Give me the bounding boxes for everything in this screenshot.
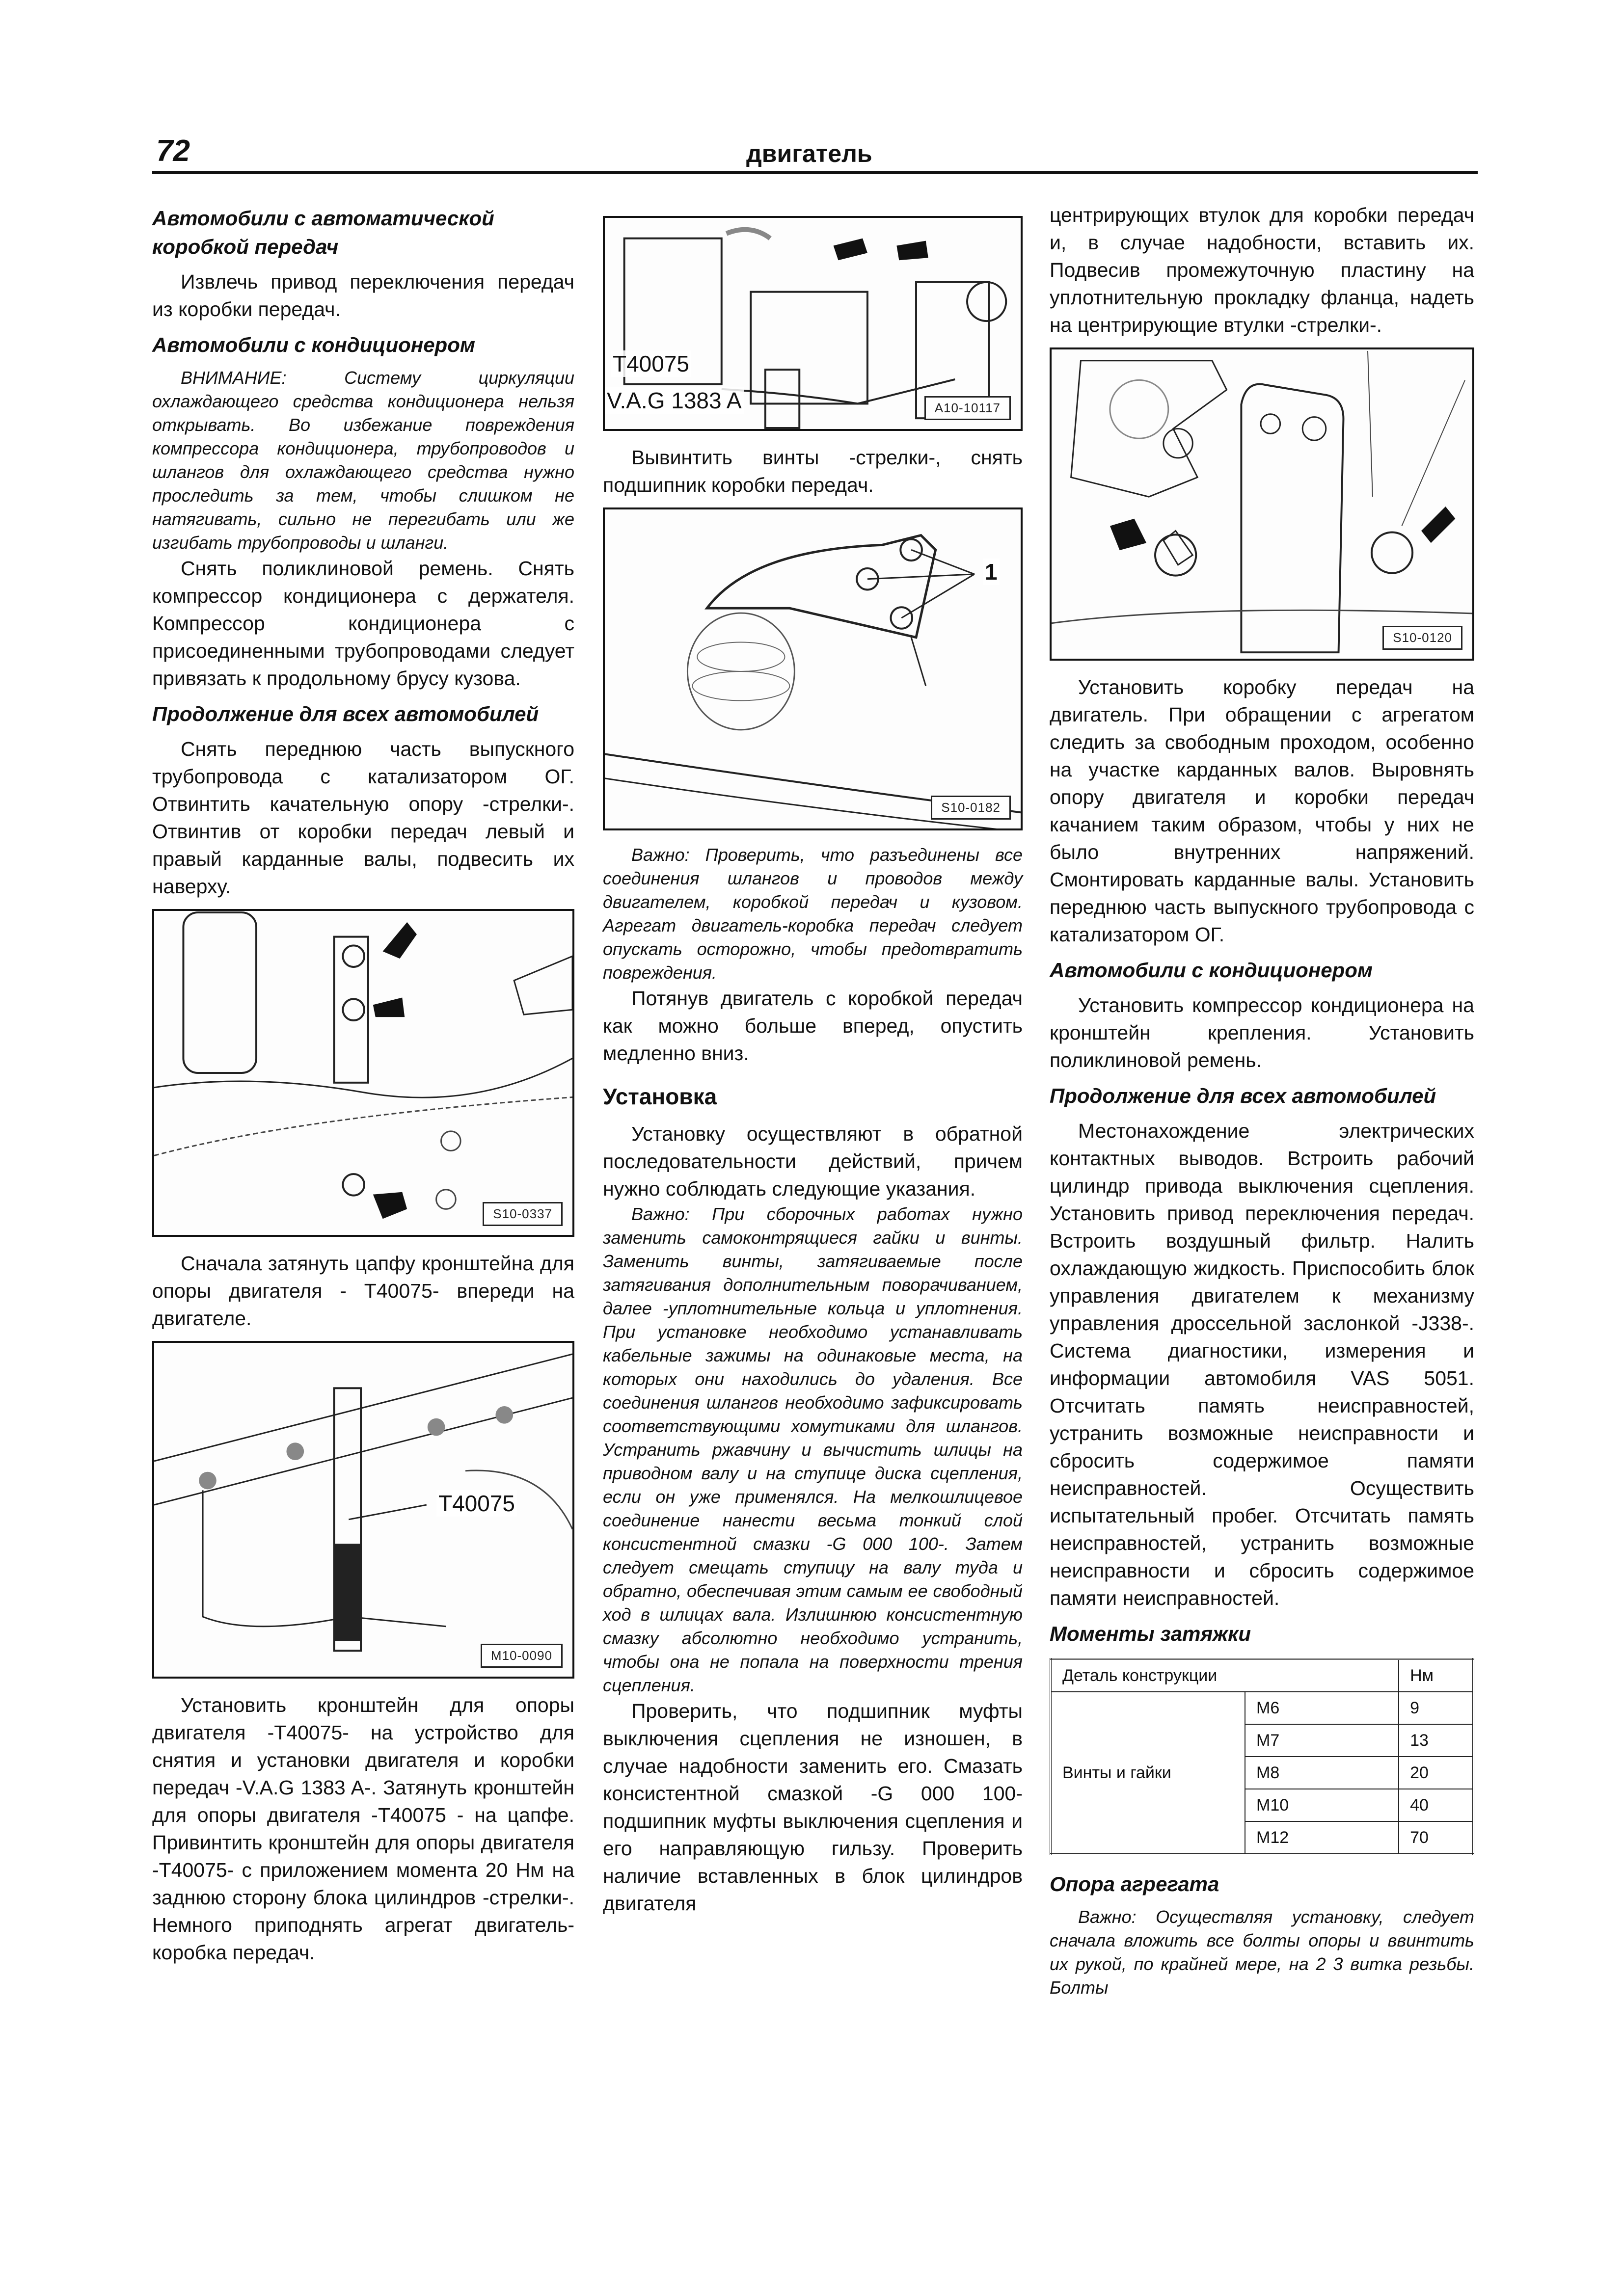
torque-value: 9 bbox=[1399, 1692, 1473, 1724]
paragraph: Потянув двигатель с коробкой передач как можно больше вперед, опустить медленно вниз. bbox=[603, 987, 1023, 1065]
paragraph: Вывинтить винты -стрелки-, снять подшипник коробки передач. bbox=[603, 446, 1023, 496]
support-illustration bbox=[605, 509, 1021, 828]
bolt-size: M6 bbox=[1245, 1692, 1399, 1724]
arrow-icon bbox=[1421, 507, 1455, 543]
figure-code: S10-0120 bbox=[1382, 626, 1462, 650]
paragraph: Установить компрессор кондиционера на кронштейн крепления. Установить поликлиновой ремень. bbox=[1050, 994, 1474, 1071]
section-heading-unit-mount: Опора агрегата bbox=[1050, 1872, 1219, 1896]
paragraph: Установить коробку передач на двигатель. При обращении с агрегатом следить за свободным проходом, особенно на участке карданных валов. Выровнять опору двигателя и коробки передач качанием таким образом, чтобы у них не было внутренних напряжений. Смонтировать карданные валы. Установить переднюю часть выпускного трубопровода с катализатором ОГ. bbox=[1050, 676, 1474, 946]
arrow-icon bbox=[373, 1192, 407, 1219]
section-heading-torque: Моменты затяжки bbox=[1050, 1622, 1251, 1645]
bolt-size: M8 bbox=[1245, 1757, 1399, 1789]
figure-code: M10-0090 bbox=[481, 1644, 563, 1668]
figure-code: S10-0182 bbox=[931, 796, 1011, 820]
left-column bbox=[152, 196, 574, 1966]
figure-bracket-t40075 bbox=[152, 1341, 574, 1679]
group-label: Винты и гайки bbox=[1051, 1692, 1245, 1854]
header-unit: Нм bbox=[1399, 1659, 1473, 1692]
section-heading-all-cars: Продолжение для всех автомобилей bbox=[152, 702, 539, 725]
torque-table bbox=[1050, 1658, 1474, 1855]
bolt-size: M7 bbox=[1245, 1724, 1399, 1757]
table-row bbox=[1051, 1692, 1473, 1724]
page-number: 72 bbox=[156, 134, 190, 168]
paragraph: Проверить, что подшипник муфты выключения сцепления не изношен, в случае надобности заменить его. Смазать консистентной смазкой -G 000 100- подшипник муфты выключения сцепления и его направляющую гильзу. Проверить наличие вставленных в блок цилиндров двигателя bbox=[603, 1700, 1023, 1915]
callout-number: 1 bbox=[983, 559, 1000, 585]
tool-label-t40075: T40075 bbox=[611, 350, 691, 377]
table-header-row bbox=[1051, 1659, 1473, 1692]
arrow-icon bbox=[896, 241, 928, 261]
arrow-icon bbox=[383, 922, 417, 959]
running-title: двигатель bbox=[746, 140, 872, 167]
paragraph: Установить кронштейн для опоры двигателя -T40075- на устройство для снятия и установки двигателя и коробки передач -V.A.G 1383 A-. Затянуть кронштейн для опоры двигателя -T40075 - на цапфе. Привинтить кронштейн для опоры двигателя -T40075- с приложением момента 20 Нм на заднюю сторону блока цилиндров -стрелки-. Немного приподнять агрегат двигатель-коробка передач. bbox=[152, 1694, 574, 1964]
middle-column bbox=[603, 216, 1023, 1917]
arrow-icon bbox=[834, 239, 867, 261]
warning-note: ВНИМАНИЕ: Систему циркуляции охлаждающего средства кондиционера нельзя открывать. Во избежание повреждения компрессора кондиционера, трубопроводов и шлангов для охлаждающего средства нужно проследить за тем, чтобы слишком не натягивать, сильно не перегибать или же изгибать трубопроводы и шланги. bbox=[152, 368, 574, 553]
arrow-icon bbox=[1110, 519, 1146, 550]
paragraph: центрирующих втулок для коробки передач и, в случае надобности, вставить их. Подвесив промежуточную пластину на уплотнительную прокладку фланца, надеть на центрирующие втулки -стрелки-. bbox=[1050, 204, 1474, 336]
figure-code: S10-0337 bbox=[483, 1202, 563, 1226]
torque-value: 70 bbox=[1399, 1821, 1473, 1854]
right-column bbox=[1050, 201, 1474, 2000]
section-heading-aircon: Автомобили с кондиционером bbox=[152, 333, 475, 356]
arrow-icon bbox=[373, 997, 405, 1017]
torque-value: 13 bbox=[1399, 1724, 1473, 1757]
paragraph: Местонахождение электрических контактных выводов. Встроить рабочий цилиндр привода выключения сцепления. Установить привод переключения передач. Встроить воздушный фильтр. Налить охлаждающую жидкость. Приспособить блок управления двигателем к механизму управления дроссельной заслонкой -J338-. Система диагностики, измерения и информации автомобиля VAS 5051. Отсчитать память неисправностей, устранить возможные неисправности и сбросить содержимое памяти неисправностей. Осуществить испытательный пробег. Отсчитать память неисправностей, устранить возможные неисправности и сбросить содержимое памяти неисправностей. bbox=[1050, 1120, 1474, 1609]
paragraph: Снять переднюю часть выпускного трубопровода с катализатором ОГ. Отвинтить качательную опору -стрелки-. Отвинтив от коробки передач левый и правый карданные валы, подвесить их наверху. bbox=[152, 738, 574, 898]
tool-label: T40075 bbox=[436, 1490, 517, 1517]
paragraph: Снять поликлиновой ремень. Снять компрессор кондиционера с держателя. Компрессор кондиционера с присоединенными трубопроводами следует привязать к продольному брусу кузова. bbox=[152, 557, 574, 690]
figure-code: A10-10117 bbox=[924, 396, 1011, 420]
header-divider bbox=[152, 171, 1478, 174]
figure-pendulum-support bbox=[603, 507, 1023, 830]
figure-engine-mount-arrows bbox=[152, 909, 574, 1237]
bolt-size: M12 bbox=[1245, 1821, 1399, 1854]
section-heading-aircon: Автомобили с кондиционером bbox=[1050, 959, 1373, 982]
torque-value: 20 bbox=[1399, 1757, 1473, 1789]
header-part: Деталь конструкции bbox=[1051, 1659, 1399, 1692]
bolt-size: M10 bbox=[1245, 1789, 1399, 1821]
engine-mount-illustration bbox=[154, 911, 572, 1235]
important-note: Важно: Проверить, что разъединены все соединения шлангов и проводов между двигателем, коробкой передач и кузовом. Агрегат двигатель-коробка передач следует опускать осторожно, чтобы предотвратить повреждения. bbox=[603, 845, 1023, 983]
section-heading-all-cars: Продолжение для всех автомобилей bbox=[1050, 1084, 1436, 1107]
section-heading-installation: Установка bbox=[603, 1084, 717, 1109]
paragraph: Установку осуществляют в обратной последовательности действий, причем нужно соблюдать следующие указания. bbox=[603, 1122, 1023, 1200]
important-note: Важно: При сборочных работах нужно заменить самоконтрящиеся гайки и винты. Заменить винты, затягиваемые после затягивания дополнительным поворачиванием, далее -уплотнительные кольца и уплотнения. При установке необходимо устанавливать кабельные зажимы на одинаковые места, на которых они находились до удаления. Все соединения шлангов необходимо зафиксировать соответствующими хомутиками для шлангов. Устранить ржавчину и вычистить шлицы на приводном валу и на ступице диска сцепления, если он уже применялся. На мелкошлицевое соединение нанести весьма тонкий слой консистентной смазки -G 000 100-. Затем следует смещать ступицу на валу туда и обратно, обеспечивая этим самым ее свободный ход в шлицах вала. Излишнюю консистентную смазку абсолютно необходимо устранить, чтобы она не попала на поверхности трения сцепления. bbox=[603, 1204, 1023, 1695]
figure-centering-bushings bbox=[1050, 347, 1474, 661]
important-note: Важно: Осуществляя установку, следует сначала вложить все болты опоры и ввинтить их рукой, по крайней мере, на 2 3 витка резьбы. Болты bbox=[1050, 1907, 1474, 1998]
paragraph: Сначала затянуть цапфу кронштейна для опоры двигателя - T40075- впереди на двигателе. bbox=[152, 1252, 574, 1330]
figure-gearbox-bearing bbox=[603, 216, 1023, 431]
tool-label-vag: V.A.G 1383 A bbox=[605, 387, 744, 414]
centering-bushings-illustration bbox=[1052, 349, 1472, 659]
paragraph: Извлечь привод переключения передач из коробки передач. bbox=[152, 270, 574, 320]
section-heading-automatic: Автомобили с автоматической коробкой передач bbox=[152, 207, 494, 258]
torque-value: 40 bbox=[1399, 1789, 1473, 1821]
